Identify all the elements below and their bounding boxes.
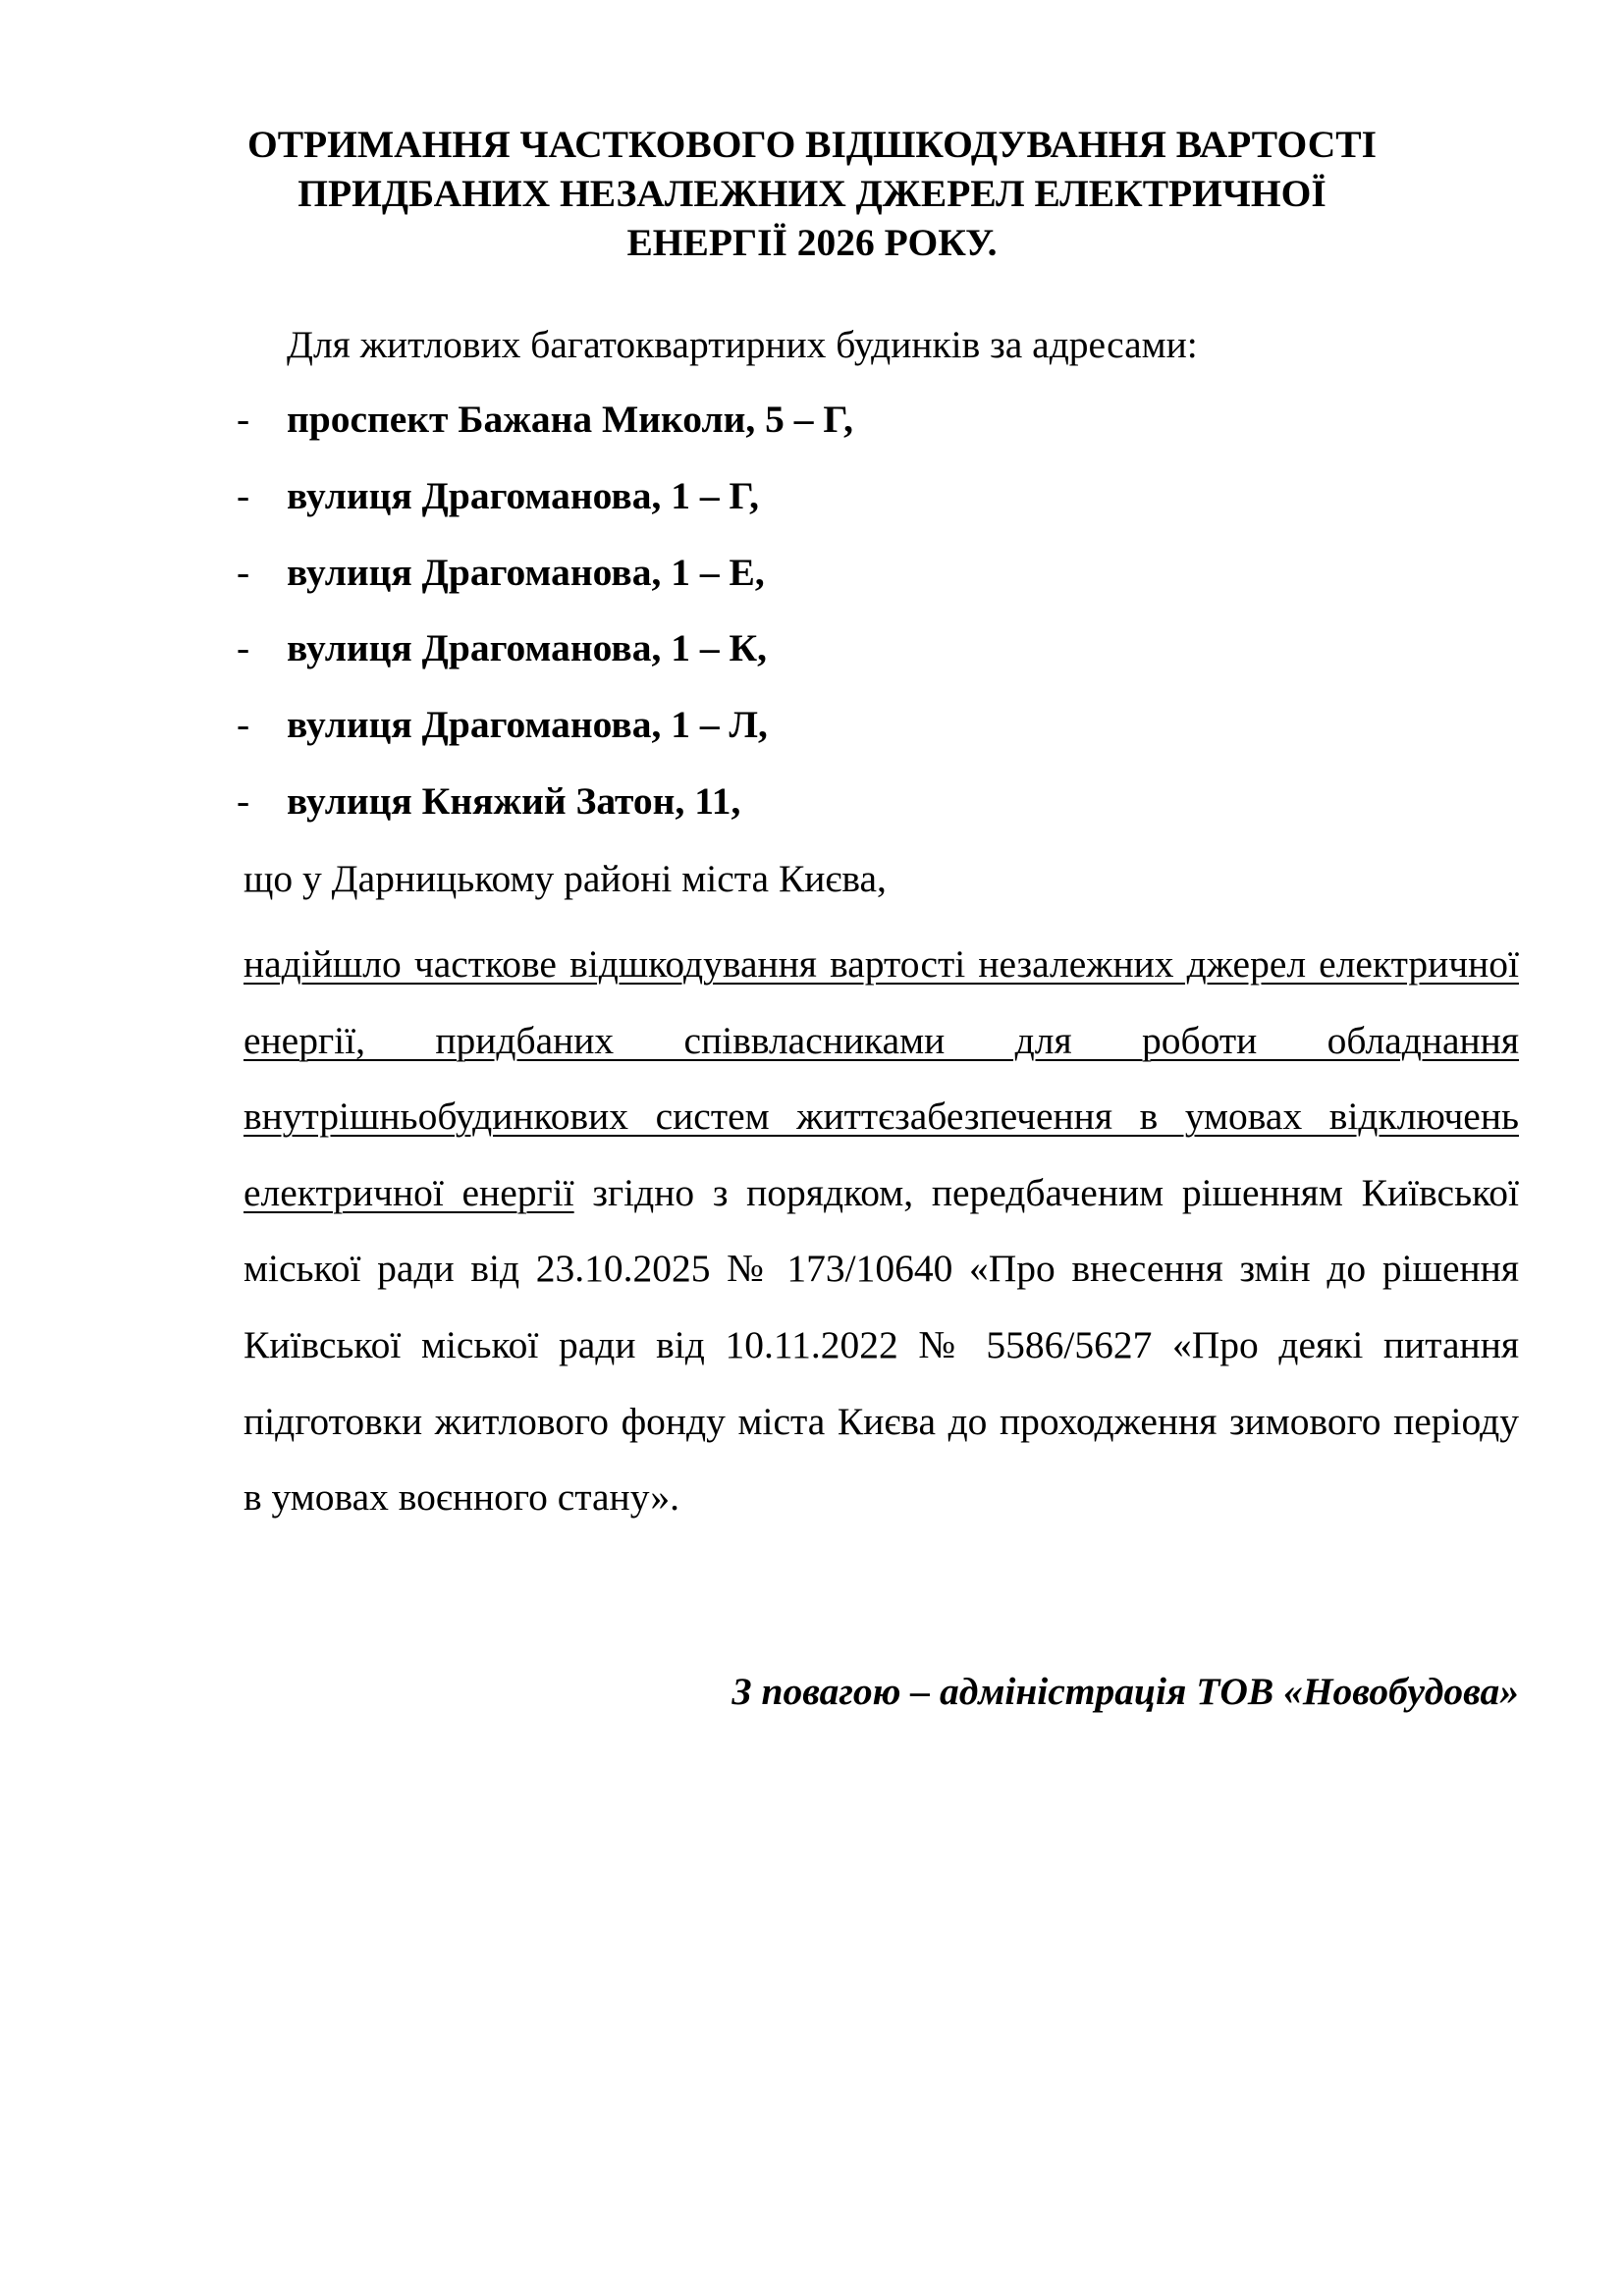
list-item <box>0 622 1624 699</box>
district-text: що у Дарницькому районі міста Києва, <box>244 857 887 900</box>
list-marker: - <box>237 626 250 670</box>
legal-reference: згідно з порядком, передбаченим рішенням Київської міської ради від 23.10.2025 № 173/10640 «Про внесення змін до рішення Київської міської ради від 10.11.2022 № 5586/5627 «Про деякі питання підготовки житлового фонду міста Києва до проходження зимового періоду в умовах воєнного стану». <box>244 1170 1519 1520</box>
body-paragraph <box>244 927 1519 1536</box>
title-line-2: ПРИДБАНИХ НЕЗАЛЕЖНИХ ДЖЕРЕЛ ЕЛЕКТРИЧНОЇ <box>298 172 1326 215</box>
title-line-3: ЕНЕРГІЇ 2026 РОКУ. <box>626 221 998 264</box>
list-item <box>0 547 1624 623</box>
list-item <box>0 775 1624 852</box>
signature: З повагою – адміністрація ТОВ «Новобудова» <box>731 1670 1519 1713</box>
address: вулиця Драгоманова, 1 – К, <box>287 626 768 670</box>
underlined-statement: надійшло часткове відшкодування вартості незалежних джерел електричної енергії, придбаних співвласниками для роботи обладнання внутрішньобудинкових систем життєзабезпечення в умовах відключень електричної енергії <box>244 942 1519 1214</box>
list-marker: - <box>237 473 250 517</box>
address: вулиця Княжий Затон, 11, <box>287 778 741 823</box>
list-marker: - <box>237 398 250 441</box>
title-line-1: ОТРИМАННЯ ЧАСТКОВОГО ВІДШКОДУВАННЯ ВАРТОСТІ <box>246 123 1378 166</box>
list-marker: - <box>237 778 250 823</box>
address: вулиця Драгоманова, 1 – Е, <box>287 550 765 594</box>
list-item <box>0 394 1624 470</box>
list-item <box>0 470 1624 547</box>
address: вулиця Драгоманова, 1 – Л, <box>287 703 768 747</box>
address: вулиця Драгоманова, 1 – Г, <box>287 473 760 517</box>
address: проспект Бажана Миколи, 5 – Г, <box>287 398 853 441</box>
list-marker: - <box>237 550 250 594</box>
list-marker: - <box>237 703 250 747</box>
list-item <box>0 699 1624 775</box>
address-list <box>0 394 1624 852</box>
document-title <box>196 120 1428 267</box>
intro-text: Для житлових багатоквартирних будинків за адресами: <box>287 323 1198 366</box>
